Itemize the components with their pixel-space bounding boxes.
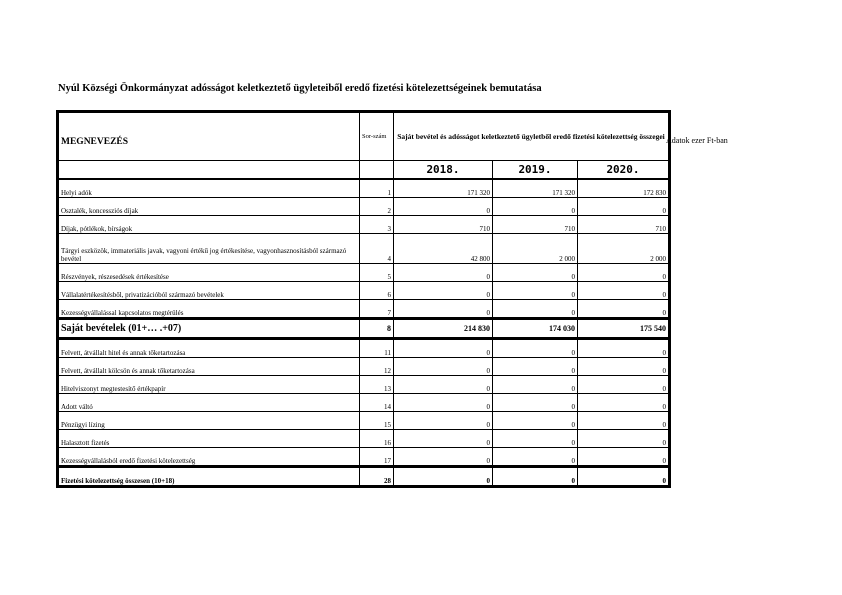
- row-name: Kezességvállalással kapcsolatos megtérülés: [58, 300, 360, 319]
- row-number: 28: [360, 467, 394, 487]
- value-2020: 0: [578, 448, 670, 467]
- table-row: [58, 448, 670, 467]
- value-2018: 0: [394, 448, 493, 467]
- value-2019: 710: [493, 216, 578, 234]
- value-2020: 0: [578, 198, 670, 216]
- table-row: [58, 412, 670, 430]
- row-number: 11: [360, 339, 394, 358]
- value-2020: 172 830: [578, 179, 670, 198]
- value-2019: 0: [493, 448, 578, 467]
- row-number: 12: [360, 358, 394, 376]
- row-name: Saját bevételek (01+… .+07): [58, 319, 360, 339]
- value-2018: 214 830: [394, 319, 493, 339]
- value-2018: 0: [394, 412, 493, 430]
- row-number: 13: [360, 376, 394, 394]
- table-row: [58, 300, 670, 319]
- table-row: [58, 339, 670, 358]
- row-number: 17: [360, 448, 394, 467]
- table-row: [58, 282, 670, 300]
- row-number: 2: [360, 198, 394, 216]
- header-blank: [58, 161, 360, 180]
- value-2020: 0: [578, 412, 670, 430]
- value-2019: 0: [493, 198, 578, 216]
- header-blank: [360, 161, 394, 180]
- header-year-2018: 2018.: [394, 161, 493, 180]
- row-number: 4: [360, 234, 394, 264]
- header-row-number: Sor-szám: [360, 112, 394, 161]
- value-2018: 42 800: [394, 234, 493, 264]
- value-2018: 0: [394, 198, 493, 216]
- value-2020: 0: [578, 430, 670, 448]
- value-2018: 0: [394, 300, 493, 319]
- value-2018: 0: [394, 282, 493, 300]
- table-row: [58, 216, 670, 234]
- table-row: [58, 234, 670, 264]
- value-2020: 0: [578, 282, 670, 300]
- value-2020: 0: [578, 376, 670, 394]
- value-2019: 0: [493, 264, 578, 282]
- row-number: 7: [360, 300, 394, 319]
- table-header-row: [58, 112, 670, 161]
- header-year-2019: 2019.: [493, 161, 578, 180]
- header-amounts-group: Saját bevétel és adósságot keletkeztető ügyletből eredő fizetési kötelezettség összegei: [394, 112, 670, 161]
- value-2018: 0: [394, 376, 493, 394]
- row-name: Felvett, átvállalt hitel és annak tőketartozása: [58, 339, 360, 358]
- row-name: Felvett, átvállalt kölcsön és annak tőketartozása: [58, 358, 360, 376]
- value-2018: 0: [394, 264, 493, 282]
- row-name: Hitelviszonyt megtestesítő értékpapír: [58, 376, 360, 394]
- value-2018: 171 320: [394, 179, 493, 198]
- row-name: Pénzügyi lízing: [58, 412, 360, 430]
- table-row: [58, 376, 670, 394]
- row-number: 8: [360, 319, 394, 339]
- row-number: 14: [360, 394, 394, 412]
- value-2019: 0: [493, 394, 578, 412]
- row-number: 1: [360, 179, 394, 198]
- table-row: [58, 319, 670, 339]
- value-2020: 2 000: [578, 234, 670, 264]
- value-2019: 171 320: [493, 179, 578, 198]
- row-name: Helyi adók: [58, 179, 360, 198]
- row-number: 3: [360, 216, 394, 234]
- table-row: [58, 198, 670, 216]
- value-2018: 0: [394, 467, 493, 487]
- value-2020: 0: [578, 264, 670, 282]
- row-number: 16: [360, 430, 394, 448]
- value-2018: 0: [394, 394, 493, 412]
- row-number: 6: [360, 282, 394, 300]
- value-2018: 0: [394, 430, 493, 448]
- row-name: Tárgyi eszközök, immateriális javak, vagyoni értékű jog értékesítése, vagyonhasznosításból származó bevétel: [58, 234, 360, 264]
- value-2020: 0: [578, 358, 670, 376]
- value-2020: 0: [578, 394, 670, 412]
- value-2019: 0: [493, 300, 578, 319]
- value-2019: 0: [493, 467, 578, 487]
- value-2019: 0: [493, 412, 578, 430]
- row-number: 5: [360, 264, 394, 282]
- value-2018: 0: [394, 358, 493, 376]
- unit-note: Adatok ezer Ft-ban: [666, 136, 728, 145]
- value-2020: 0: [578, 300, 670, 319]
- value-2020: 0: [578, 339, 670, 358]
- table-row: [58, 179, 670, 198]
- table-row: [58, 430, 670, 448]
- value-2019: 2 000: [493, 234, 578, 264]
- row-name: Vállalatértékesítésből, privatizációból származó bevételek: [58, 282, 360, 300]
- value-2018: 710: [394, 216, 493, 234]
- row-name: Kezességvállalásból eredő fizetési kötelezettség: [58, 448, 360, 467]
- debt-obligations-table: [56, 110, 671, 488]
- table-row: [58, 467, 670, 487]
- value-2020: 710: [578, 216, 670, 234]
- value-2020: 175 540: [578, 319, 670, 339]
- value-2019: 0: [493, 282, 578, 300]
- table-row: [58, 358, 670, 376]
- value-2019: 174 030: [493, 319, 578, 339]
- value-2018: 0: [394, 339, 493, 358]
- row-name: Adott váltó: [58, 394, 360, 412]
- years-header-row: [58, 161, 670, 180]
- row-name: Részvények, részesedések értékesítése: [58, 264, 360, 282]
- value-2019: 0: [493, 430, 578, 448]
- document-title: Nyúl Községi Önkormányzat adósságot keletkeztető ügyleteiből eredő fizetési kötelezettségeinek bemutatása: [58, 83, 542, 94]
- row-name: Fizetési kötelezettség összesen (10+18): [58, 467, 360, 487]
- header-year-2020: 2020.: [578, 161, 670, 180]
- header-name: MEGNEVEZÉS: [58, 112, 360, 161]
- value-2019: 0: [493, 339, 578, 358]
- value-2019: 0: [493, 376, 578, 394]
- value-2019: 0: [493, 358, 578, 376]
- value-2020: 0: [578, 467, 670, 487]
- row-number: 15: [360, 412, 394, 430]
- row-name: Díjak, pótlékok, bírságok: [58, 216, 360, 234]
- row-name: Osztalék, koncessziós díjak: [58, 198, 360, 216]
- table-row: [58, 394, 670, 412]
- table-row: [58, 264, 670, 282]
- row-name: Halasztott fizetés: [58, 430, 360, 448]
